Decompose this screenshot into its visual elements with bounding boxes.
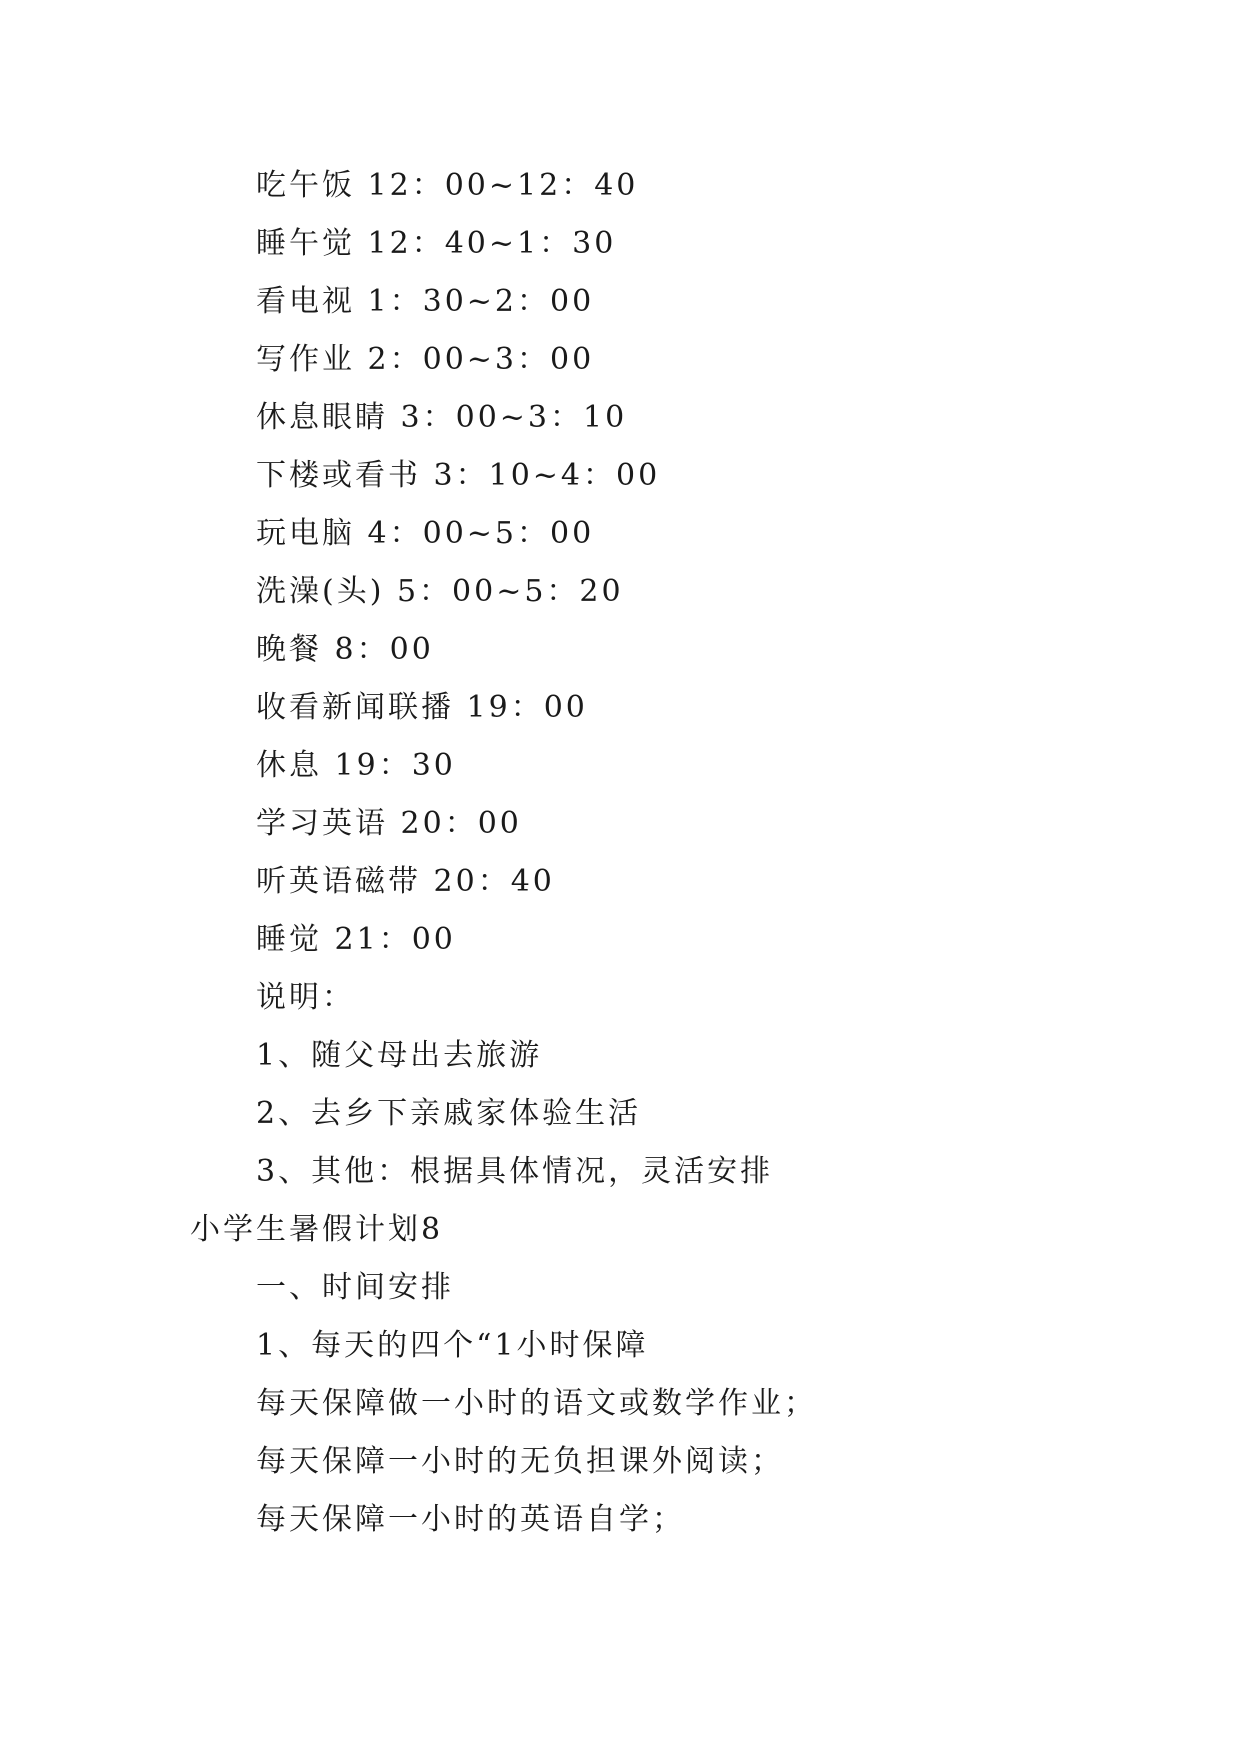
- schedule-line: 睡觉 21：00: [256, 922, 456, 957]
- schedule-line: 晚餐 8：00: [256, 632, 434, 667]
- notes-label: 说明：: [256, 980, 355, 1015]
- schedule-line: 收看新闻联播 19：00: [256, 690, 588, 725]
- schedule-line: 看电视 1：30~2：00: [256, 284, 595, 319]
- schedule-line: 玩电脑 4：00~5：00: [256, 516, 595, 551]
- schedule-line: 休息 19：30: [256, 748, 456, 783]
- plan-line: 每天保障一小时的英语自学；: [256, 1502, 685, 1537]
- schedule-line: 吃午饭 12：00~12：40: [256, 168, 639, 203]
- schedule-line: 下楼或看书 3：10~4：00: [256, 458, 661, 493]
- schedule-line: 学习英语 20：00: [256, 806, 522, 841]
- section-heading: 一、时间安排: [256, 1270, 454, 1305]
- plan-line: 每天保障做一小时的语文或数学作业；: [256, 1386, 817, 1421]
- schedule-line: 写作业 2：00~3：00: [256, 342, 595, 377]
- schedule-line: 听英语磁带 20：40: [256, 864, 555, 899]
- subsection-heading: 1、每天的四个“1小时保障: [256, 1328, 649, 1363]
- note-item: 2、去乡下亲戚家体验生活: [256, 1096, 642, 1131]
- schedule-line: 洗澡(头) 5：00~5：20: [256, 574, 624, 609]
- schedule-line: 睡午觉 12：40~1：30: [256, 226, 617, 261]
- section-title: 小学生暑假计划8: [190, 1212, 444, 1247]
- note-item: 3、其他：根据具体情况，灵活安排: [256, 1154, 774, 1189]
- plan-line: 每天保障一小时的无负担课外阅读；: [256, 1444, 784, 1479]
- schedule-line: 休息眼睛 3：00~3：10: [256, 400, 628, 435]
- note-item: 1、随父母出去旅游: [256, 1038, 543, 1073]
